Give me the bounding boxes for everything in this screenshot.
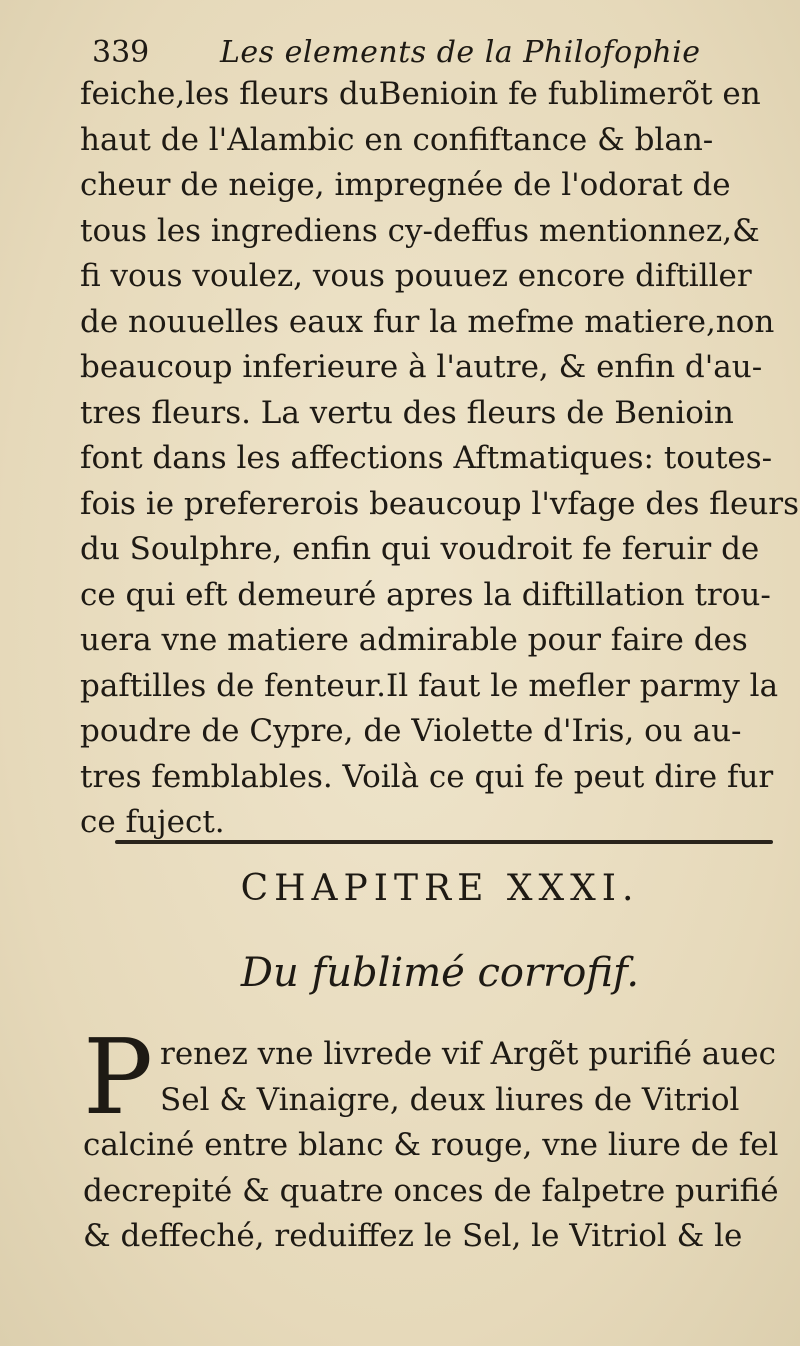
chapter-body <box>83 1016 800 1260</box>
text-line: poudre de Cypre, de Violette d'Iris, ou au- <box>80 713 742 749</box>
text-line: fi vous voulez, vous pouuez encore diftiller <box>80 258 752 294</box>
section-divider <box>115 840 773 844</box>
text-line: renez vne livrede vif Argẽt purifié auec <box>160 1036 776 1072</box>
running-title: Les elements de la Philofophie <box>220 35 701 70</box>
chapter-subtitle: Du fublimé corrofif. <box>240 950 640 996</box>
text-line: cheur de neige, impregnée de l'odorat de <box>80 167 731 203</box>
text-line: uera vne matiere admirable pour faire des <box>80 622 748 658</box>
text-line: du Soulphre, enfin qui voudroit fe feruir de <box>80 531 760 567</box>
text-line: tres fleurs. La vertu des fleurs de Benioin <box>80 394 734 431</box>
text-line: & deffeché, reduiffez le Sel, le Vitriol & le <box>83 1218 743 1254</box>
text-line: paftilles de fenteur.Il faut le mefler parmy la <box>80 667 779 704</box>
text-line: fois ie prefererois beaucoup l'vfage des fleurs <box>80 485 800 522</box>
text-line: tres femblables. Voilà ce qui fe peut dire fur <box>80 758 774 795</box>
text-line: calciné entre blanc & rouge, vne liure de fel <box>83 1127 779 1163</box>
text-line: font dans les affections Aftmatiques: toutes- <box>80 440 773 476</box>
chapter-heading: CHAPITRE XXXI. <box>240 868 640 909</box>
page-number: 339 <box>92 35 150 70</box>
text-line: de nouuelles eaux fur la mefme matiere,non <box>80 303 775 340</box>
text-line: decrepité & quatre onces de falpetre purifié <box>83 1172 779 1209</box>
text-line: ce fuject. <box>80 804 225 840</box>
text-line: beaucoup inferieure à l'autre, & enfin d'au- <box>80 349 763 385</box>
text-line: ce qui eft demeuré apres la diftillation trou- <box>80 576 771 613</box>
text-line: haut de l'Alambic en confiftance & blan- <box>80 121 714 158</box>
drop-cap: P <box>83 1016 153 1138</box>
text-line: feiche,les fleurs duBenioin fe fublimerõt en <box>80 76 761 112</box>
text-line: tous les ingrediens cy-deffus mentionnez,& <box>80 212 760 249</box>
text-line: Sel & Vinaigre, deux liures de Vitriol <box>160 1081 740 1118</box>
body-text <box>80 72 800 846</box>
page-header <box>92 28 792 78</box>
